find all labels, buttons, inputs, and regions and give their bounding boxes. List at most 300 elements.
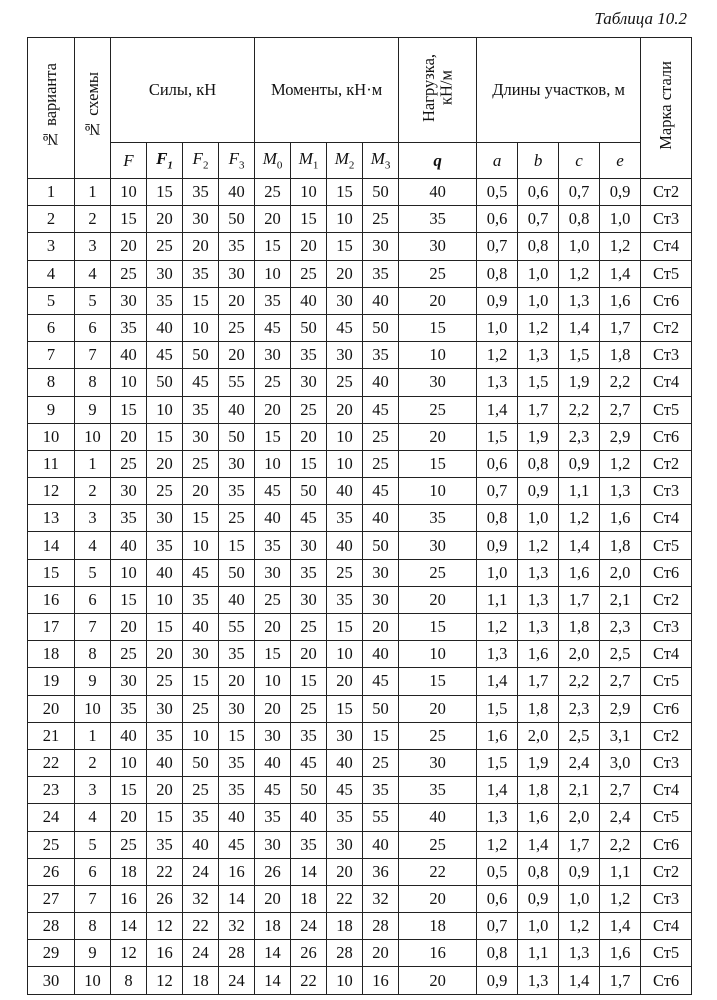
table-cell: 35 [183,804,219,831]
table-cell: 0,7 [518,206,559,233]
table-cell: 1,2 [518,314,559,341]
table-cell: 3 [75,505,111,532]
table-cell: 22 [147,858,183,885]
table-cell: 45 [183,369,219,396]
table-cell: 50 [219,423,255,450]
table-cell: 14 [219,885,255,912]
table-cell: 40 [111,722,147,749]
table-cell: 24 [28,804,75,831]
table-cell: 1,2 [477,342,518,369]
table-cell: 13 [28,505,75,532]
table-cell: 16 [147,940,183,967]
table-cell: 15 [111,396,147,423]
table-cell: 1,1 [559,478,600,505]
table-cell: 45 [327,314,363,341]
header-scheme: № схемы [75,38,111,179]
table-cell: 35 [399,206,477,233]
table-cell: 15 [28,559,75,586]
table-cell: Ст5 [641,260,692,287]
table-cell: 50 [363,695,399,722]
table-cell: 35 [363,342,399,369]
table-cell: 30 [147,260,183,287]
table-cell: 30 [327,722,363,749]
table-cell: 2,5 [600,641,641,668]
table-cell: 55 [219,369,255,396]
table-cell: 20 [147,206,183,233]
table-cell: 10 [183,314,219,341]
table-cell: 20 [327,396,363,423]
table-cell: 25 [399,396,477,423]
table-cell: Ст5 [641,804,692,831]
header-F1: $F_1$ [147,143,183,179]
table-cell: Ст3 [641,614,692,641]
table-cell: 40 [399,804,477,831]
table-cell: 1,5 [477,695,518,722]
table-cell: 40 [291,804,327,831]
table-cell: 20 [255,885,291,912]
table-cell: 2,2 [559,668,600,695]
table-cell: 40 [363,641,399,668]
table-cell: 1,9 [559,369,600,396]
table-cell: 15 [255,423,291,450]
table-cell: 50 [363,179,399,206]
table-cell: 1,3 [559,287,600,314]
table-cell: 5 [75,831,111,858]
table-cell: 3,0 [600,749,641,776]
table-cell: 2,2 [600,369,641,396]
table-cell: 25 [399,260,477,287]
table-cell: 45 [327,777,363,804]
table-cell: 1,7 [600,314,641,341]
table-cell: 5 [75,287,111,314]
table-cell: 0,7 [559,179,600,206]
table-cell: Ст3 [641,478,692,505]
table-cell: 1 [75,179,111,206]
table-cell: 1,3 [559,940,600,967]
table-cell: 21 [28,722,75,749]
table-cell: 10 [75,967,111,994]
table-cell: Ст6 [641,967,692,994]
table-cell: 40 [111,342,147,369]
table-cell: 16 [28,586,75,613]
table-cell: 22 [327,885,363,912]
table-cell: 18 [183,967,219,994]
table-cell: 35 [399,777,477,804]
table-cell: 20 [111,423,147,450]
table-cell: 45 [363,668,399,695]
table-cell: 9 [75,940,111,967]
table-cell: 30 [183,423,219,450]
table-row [28,777,692,804]
table-cell: 35 [147,532,183,559]
table-cell: 35 [255,287,291,314]
table-cell: 20 [327,260,363,287]
table-cell: 15 [111,586,147,613]
table-cell: 16 [399,940,477,967]
table-cell: 0,6 [477,206,518,233]
header-a: a [477,143,518,179]
table-row [28,450,692,477]
table-cell: 10 [255,450,291,477]
table-cell: 1,2 [559,913,600,940]
table-cell: 9 [75,668,111,695]
table-cell: 0,9 [559,858,600,885]
table-cell: 2,7 [600,777,641,804]
table-row [28,668,692,695]
table-cell: 15 [255,233,291,260]
table-cell: 12 [147,913,183,940]
table-cell: 25 [111,260,147,287]
table-cell: 3 [28,233,75,260]
table-cell: 1,4 [518,831,559,858]
table-cell: 12 [111,940,147,967]
table-cell: Ст2 [641,722,692,749]
table-cell: 20 [399,967,477,994]
table-row [28,260,692,287]
table-cell: 1,3 [518,342,559,369]
table-cell: 10 [147,586,183,613]
table-cell: 30 [327,831,363,858]
table-cell: 30 [363,586,399,613]
table-cell: Ст4 [641,505,692,532]
table-cell: 1,8 [559,614,600,641]
table-cell: 15 [183,287,219,314]
table-cell: 20 [399,885,477,912]
table-cell: 45 [219,831,255,858]
table-row [28,532,692,559]
table-cell: 1,1 [600,858,641,885]
table-cell: 25 [183,777,219,804]
table-cell: Ст2 [641,586,692,613]
table-cell: 20 [255,695,291,722]
table-cell: 1,7 [600,967,641,994]
table-cell: 30 [291,586,327,613]
table-cell: 30 [399,369,477,396]
table-cell: 15 [399,614,477,641]
table-cell: 7 [75,342,111,369]
table-cell: 30 [183,641,219,668]
table-cell: 35 [327,804,363,831]
table-cell: 2,0 [600,559,641,586]
table-cell: 1,2 [559,505,600,532]
table-cell: 1,4 [600,260,641,287]
table-cell: 35 [363,777,399,804]
table-cell: 25 [291,695,327,722]
table-cell: 1,5 [559,342,600,369]
table-cell: 6 [75,858,111,885]
table-cell: 2,2 [600,831,641,858]
table-cell: Ст5 [641,940,692,967]
table-cell: 15 [219,532,255,559]
table-cell: 1,3 [518,559,559,586]
table-cell: Ст5 [641,668,692,695]
table-cell: 25 [147,668,183,695]
table-cell: 25 [219,505,255,532]
table-cell: 5 [28,287,75,314]
table-cell: 0,8 [559,206,600,233]
table-cell: 45 [183,559,219,586]
table-cell: 24 [219,967,255,994]
table-cell: 14 [255,967,291,994]
table-cell: 20 [399,695,477,722]
table-cell: 4 [75,260,111,287]
header-c: c [559,143,600,179]
table-cell: 15 [147,614,183,641]
table-cell: 28 [363,913,399,940]
table-cell: 0,7 [477,913,518,940]
table-cell: 1,4 [477,777,518,804]
table-cell: 0,6 [477,885,518,912]
table-cell: 50 [147,369,183,396]
table-cell: 40 [219,804,255,831]
table-cell: 20 [327,668,363,695]
header-M2: $M_2$ [327,143,363,179]
table-row [28,586,692,613]
table-row [28,641,692,668]
table-cell: 1,3 [477,641,518,668]
table-cell: 35 [219,749,255,776]
table-cell: 30 [255,831,291,858]
table-row [28,179,692,206]
table-cell: 1,8 [518,777,559,804]
table-cell: 35 [183,586,219,613]
table-cell: 20 [183,478,219,505]
table-cell: 1 [28,179,75,206]
table-cell: 6 [28,314,75,341]
table-cell: 35 [363,260,399,287]
table-cell: 10 [111,749,147,776]
table-cell: 40 [111,532,147,559]
table-cell: 40 [363,287,399,314]
table-cell: 45 [147,342,183,369]
table-cell: 25 [111,641,147,668]
table-cell: 20 [255,206,291,233]
table-cell: 2,9 [600,695,641,722]
table-cell: 35 [399,505,477,532]
table-cell: 40 [327,532,363,559]
table-cell: 20 [147,450,183,477]
table-cell: Ст4 [641,913,692,940]
table-cell: 3 [75,233,111,260]
table-cell: 23 [28,777,75,804]
table-cell: Ст4 [641,369,692,396]
table-cell: 15 [111,777,147,804]
table-cell: 30 [147,505,183,532]
table-body [28,179,692,995]
table-row [28,967,692,994]
table-cell: 30 [111,668,147,695]
table-row [28,287,692,314]
table-cell: 0,7 [477,233,518,260]
table-cell: 20 [28,695,75,722]
table-cell: 20 [147,777,183,804]
table-cell: 8 [111,967,147,994]
table-cell: 25 [183,450,219,477]
table-cell: 15 [111,206,147,233]
header-load: Нагрузка, кН/м [399,38,477,143]
table-cell: 1,6 [600,940,641,967]
table-cell: 20 [111,614,147,641]
header-e: e [600,143,641,179]
table-cell: 15 [399,314,477,341]
table-row [28,831,692,858]
table-cell: 40 [363,369,399,396]
table-cell: Ст2 [641,314,692,341]
table-cell: 0,6 [518,179,559,206]
table-cell: 15 [291,450,327,477]
table-cell: 40 [327,749,363,776]
table-cell: 1,1 [518,940,559,967]
table-cell: 50 [183,749,219,776]
table-cell: 22 [291,967,327,994]
table-cell: 15 [399,450,477,477]
table-cell: 10 [327,967,363,994]
table-cell: 20 [291,233,327,260]
table-cell: 10 [111,179,147,206]
table-cell: 6 [75,314,111,341]
header-M3: $M_3$ [363,143,399,179]
table-cell: 1,4 [559,532,600,559]
table-cell: 14 [111,913,147,940]
table-cell: 40 [147,749,183,776]
table-cell: 36 [363,858,399,885]
table-cell: 25 [147,233,183,260]
table-cell: 20 [327,858,363,885]
table-cell: 25 [255,179,291,206]
table-cell: 15 [399,668,477,695]
table-cell: 30 [255,722,291,749]
table-cell: 35 [183,396,219,423]
table-cell: 0,7 [477,478,518,505]
table-cell: Ст3 [641,206,692,233]
table-cell: 25 [291,396,327,423]
table-cell: 30 [399,532,477,559]
table-cell: 55 [219,614,255,641]
table-cell: 10 [111,559,147,586]
table-cell: 2,7 [600,668,641,695]
table-cell: 40 [255,749,291,776]
table-cell: 15 [147,423,183,450]
table-cell: 35 [291,831,327,858]
table-cell: 2 [75,478,111,505]
table-cell: 1,8 [518,695,559,722]
table-cell: 2,3 [600,614,641,641]
table-cell: 30 [219,450,255,477]
table-cell: 10 [255,260,291,287]
table-cell: 45 [255,314,291,341]
table-cell: 10 [255,668,291,695]
table-cell: 15 [219,722,255,749]
table-cell: 55 [363,804,399,831]
table-cell: 10 [28,423,75,450]
table-cell: 25 [363,423,399,450]
table-cell: 40 [183,831,219,858]
table-cell: 1,3 [518,586,559,613]
table-cell: 35 [291,722,327,749]
table-cell: 50 [363,532,399,559]
table-cell: 25 [399,722,477,749]
table-cell: 40 [363,831,399,858]
table-cell: 30 [255,559,291,586]
table-cell: 50 [291,314,327,341]
table-cell: 2,0 [559,641,600,668]
table-cell: 2,3 [559,695,600,722]
table-row [28,695,692,722]
table-cell: 4 [28,260,75,287]
table-row [28,885,692,912]
table-cell: 50 [291,478,327,505]
table-cell: 30 [363,233,399,260]
table-cell: 2,7 [600,396,641,423]
table-cell: 25 [363,450,399,477]
table-cell: 9 [28,396,75,423]
table-cell: 0,9 [477,287,518,314]
table-cell: 9 [75,396,111,423]
table-cell: 30 [327,342,363,369]
table-cell: 20 [399,423,477,450]
table-cell: 10 [327,423,363,450]
table-cell: 1,7 [518,668,559,695]
table-cell: 25 [363,749,399,776]
table-cell: 1,1 [477,586,518,613]
table-cell: 18 [327,913,363,940]
table-cell: 15 [327,179,363,206]
table-cell: 1,3 [518,967,559,994]
table-cell: Ст4 [641,641,692,668]
table-cell: 0,9 [477,532,518,559]
table-cell: 8 [75,369,111,396]
table-cell: 40 [147,559,183,586]
table-cell: 24 [183,858,219,885]
table-cell: 45 [363,478,399,505]
table-cell: 10 [327,641,363,668]
table-row [28,505,692,532]
table-cell: 8 [28,369,75,396]
table-cell: 25 [399,831,477,858]
table-cell: 20 [183,233,219,260]
table-cell: 15 [327,614,363,641]
table-cell: 6 [75,586,111,613]
table-cell: 0,8 [518,233,559,260]
table-cell: 1,7 [518,396,559,423]
table-cell: 1,0 [600,206,641,233]
table-cell: 10 [75,695,111,722]
table-cell: 1,3 [477,804,518,831]
table-cell: 18 [291,885,327,912]
table-cell: Ст6 [641,287,692,314]
table-cell: 30 [183,206,219,233]
table-cell: 25 [327,369,363,396]
table-cell: 2,2 [559,396,600,423]
table-cell: 0,8 [477,940,518,967]
table-cell: 2,4 [559,749,600,776]
table-cell: 35 [291,342,327,369]
table-cell: 0,8 [518,858,559,885]
table-cell: 35 [327,586,363,613]
table-cell: 10 [183,532,219,559]
table-cell: 10 [399,641,477,668]
table-cell: 40 [219,586,255,613]
table-cell: 30 [399,749,477,776]
table-row [28,614,692,641]
table-cell: 25 [291,260,327,287]
table-row [28,478,692,505]
table-cell: 25 [111,450,147,477]
table-cell: 12 [28,478,75,505]
table-cell: 1,6 [559,559,600,586]
table-cell: Ст6 [641,831,692,858]
table-cell: 50 [291,777,327,804]
